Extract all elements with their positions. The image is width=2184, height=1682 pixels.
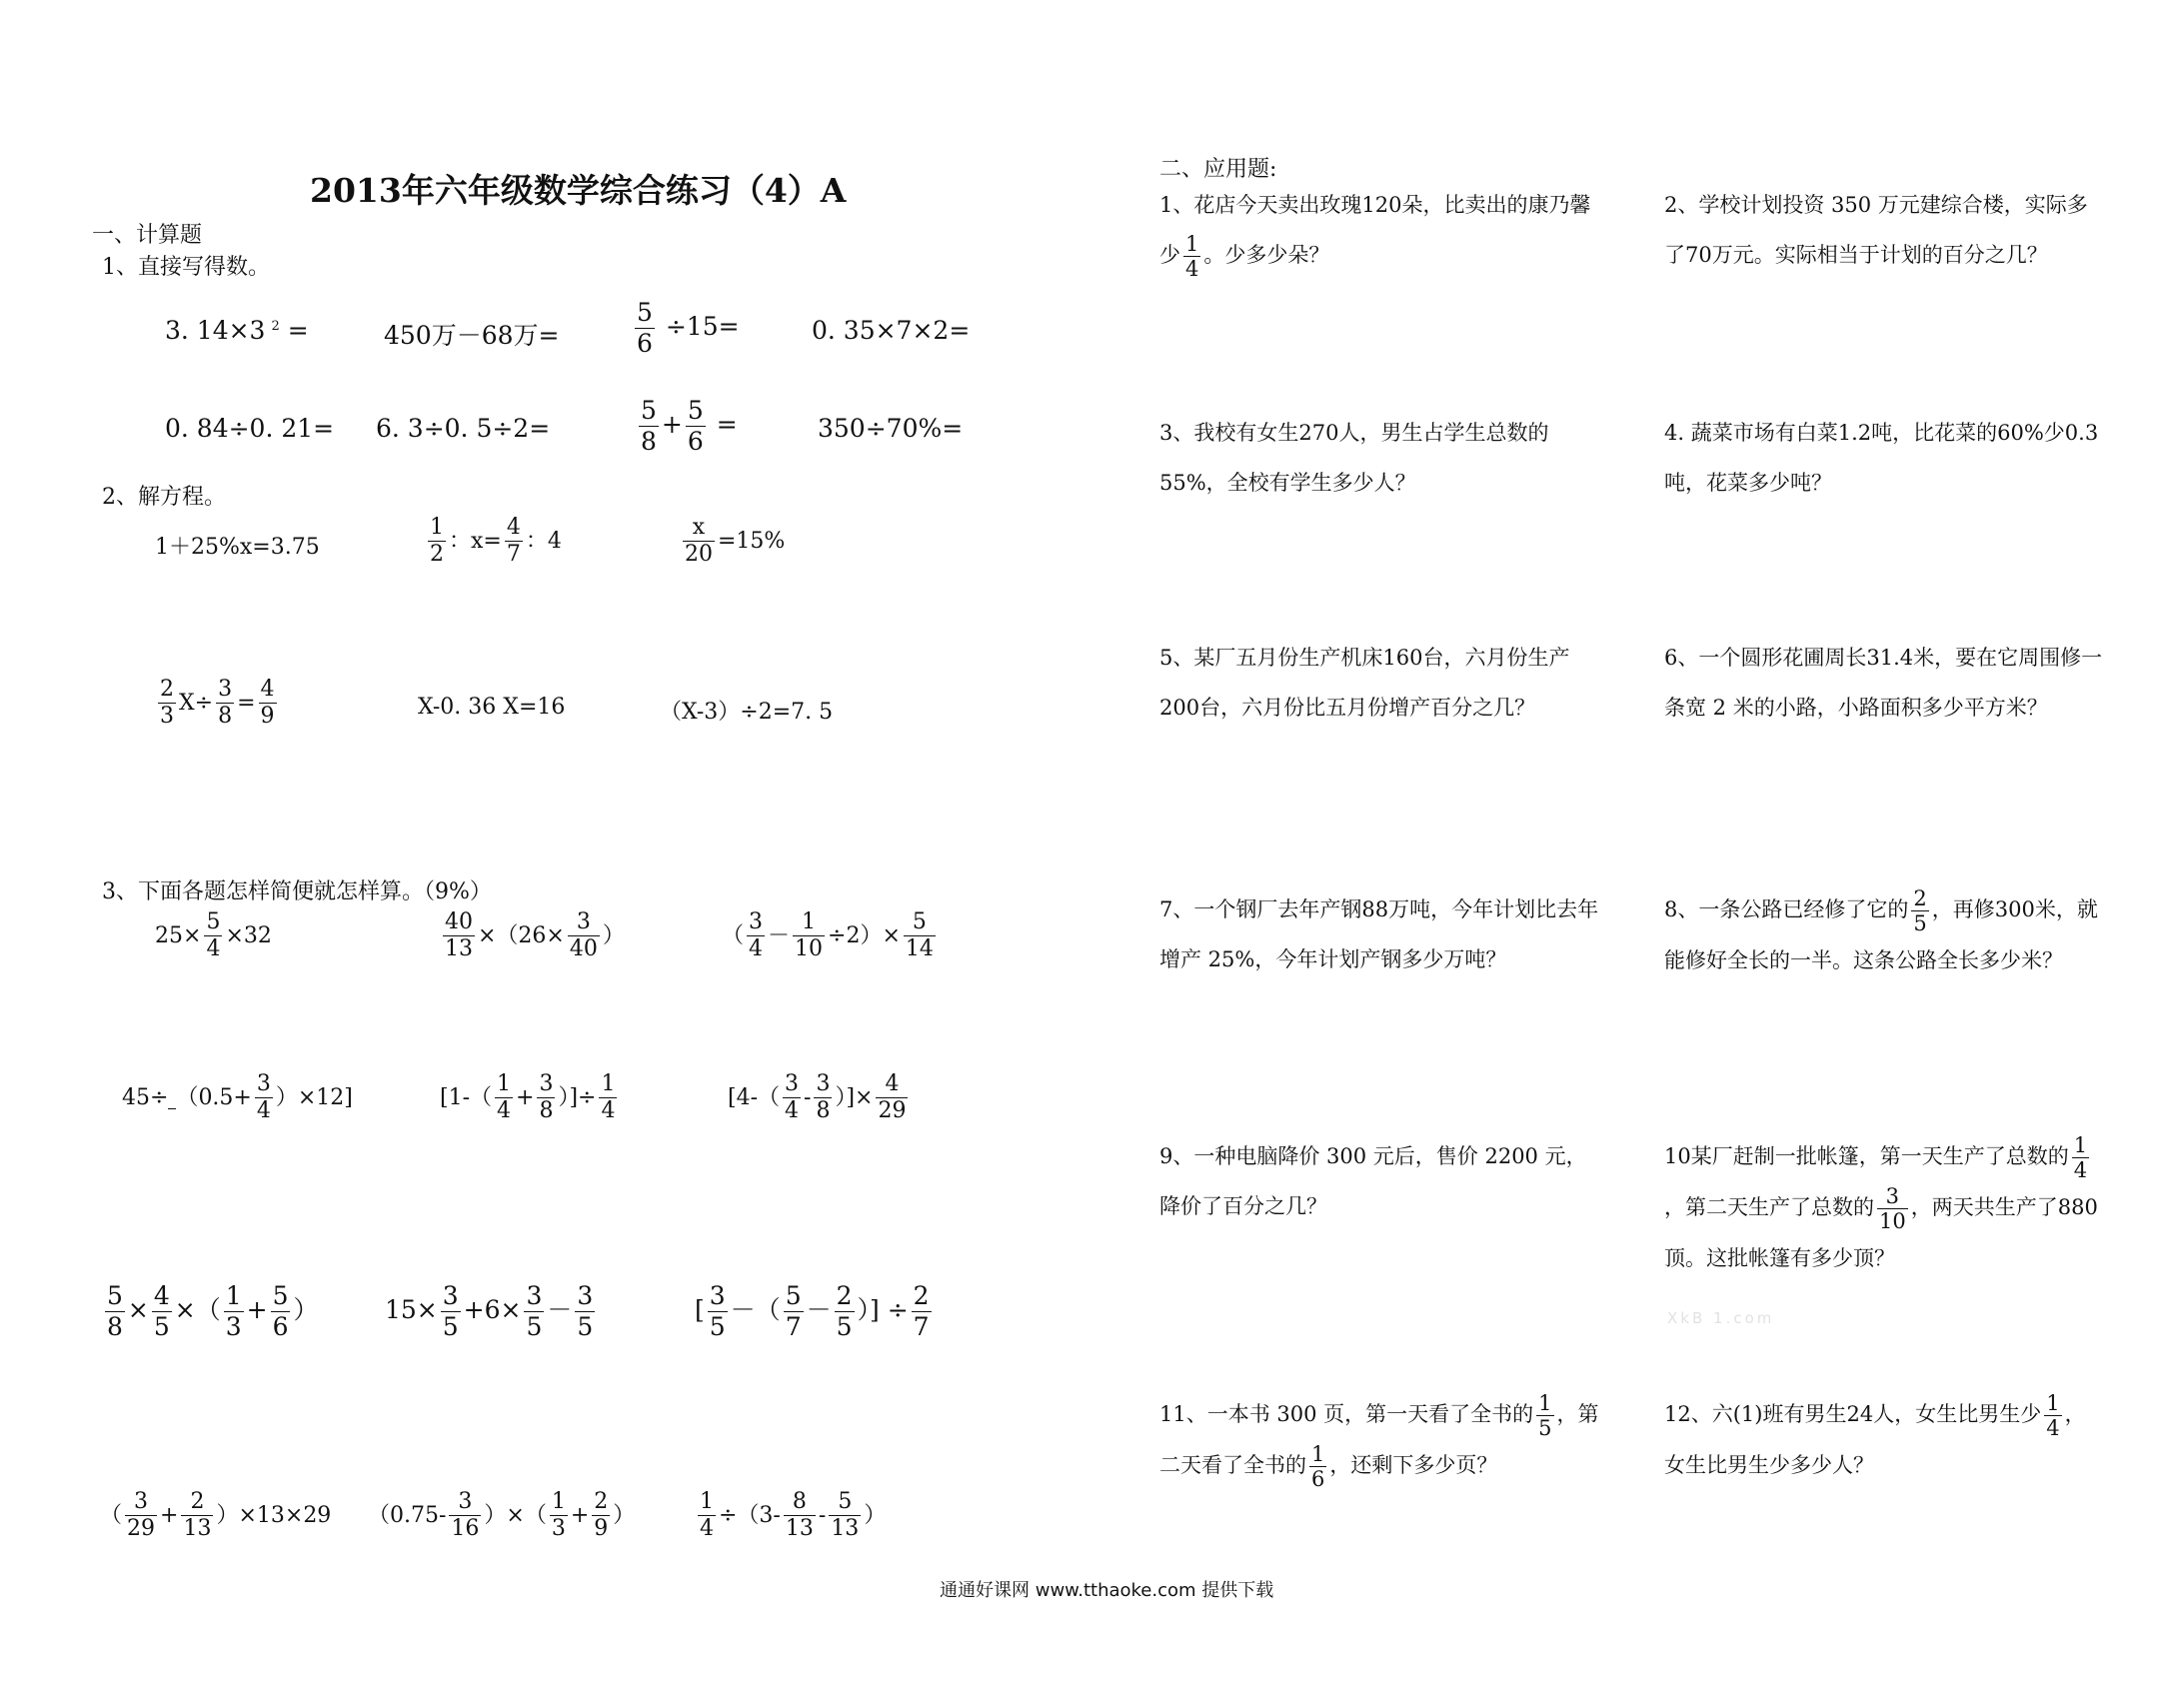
problem-3: 3、我校有女生270人，男生占学生总数的55%，全校有学生多少人？ bbox=[1159, 421, 1549, 495]
equation-3: $\frac{x}{20}$ =15% bbox=[685, 515, 786, 568]
q1-item-5: 0. 84÷0. 21= bbox=[165, 414, 335, 443]
page-title: 2013年六年级数学综合练习（4）A bbox=[310, 171, 847, 210]
section-heading-word-problems: 二、应用题: bbox=[1159, 157, 1277, 182]
section-heading-calculation: 一、计算题 bbox=[92, 223, 203, 248]
problem-12: 12、六(1)班有男生24人，女生比男生少 $\frac{1}{4}$ ，女生比男生少多少人？ bbox=[1664, 1390, 2086, 1478]
q1-item-2: 450万－68万= bbox=[384, 321, 560, 350]
equation-2: $\frac{1}{2}$ ：x= $\frac{4}{7}$ ：4 bbox=[430, 515, 562, 568]
simplify-d1: （ $\frac{3}{29}$ + $\frac{2}{13}$ ）×13×29 bbox=[100, 1489, 332, 1542]
q1-item-6: 6. 3÷0. 5÷2= bbox=[376, 414, 551, 443]
equation-6: （X-3）÷2=7. 5 bbox=[660, 700, 834, 725]
q1-item-4: 0. 35×7×2= bbox=[812, 316, 971, 345]
simplify-a2: $\frac{40}{13}$ ×（26× $\frac{3}{40}$ ） bbox=[445, 909, 625, 962]
simplify-a3: （ $\frac{3}{4}$ － $\frac{1}{10}$ ÷2）× $\frac{5}{14}$ bbox=[722, 909, 934, 962]
q3-label: 3、下面各题怎样简便就怎样算。（9%） bbox=[102, 879, 492, 904]
simplify-c3: [ $\frac{3}{5}$ －（ $\frac{5}{7}$ － $\frac{2}{5}$ ）] ÷ $\frac{2}{7}$ bbox=[695, 1281, 930, 1341]
equation-1: 1＋25%x=3.75 bbox=[155, 535, 320, 560]
problem-9: 9、一种电脑降价 300 元后，售价 2200 元，降价了百分之几？ bbox=[1159, 1144, 1587, 1218]
q1-item-8: 350÷70%= bbox=[818, 414, 964, 443]
problem-1: 1、花店今天卖出玫瑰120朵，比卖出的康乃馨少 $\frac{1}{4}$ 。少多少朵？ bbox=[1159, 193, 1591, 281]
problem-11: 11、一本书 300 页，第一天看了全书的 $\frac{1}{5}$ ，第二天看了全书的 $\frac{1}{6}$ ，还剩下多少页？ bbox=[1159, 1390, 1599, 1492]
simplify-a1: 25× $\frac{5}{4}$ ×32 bbox=[155, 909, 272, 962]
problem-6: 6、一个圆形花圃周长31.4米，要在它周围修一条宽 2 米的小路，小路面积多少平方米？ bbox=[1664, 646, 2103, 720]
watermark: XkB 1.com bbox=[1667, 1309, 1775, 1327]
equation-5: X-0. 36 X=16 bbox=[418, 695, 566, 720]
simplify-c1: $\frac{5}{8}$ × $\frac{4}{5}$ ×（ $\frac{1}{3}$ + $\frac{5}{6}$ ） bbox=[107, 1281, 319, 1341]
simplify-b3: [4-（ $\frac{3}{4}$ - $\frac{3}{8}$ ）]× $\frac{4}{29}$ bbox=[728, 1071, 907, 1124]
footer-credit: 通通好课网 www.tthaoke.com 提供下载 bbox=[940, 1580, 1274, 1601]
problem-2: 2、学校计划投资 350 万元建综合楼，实际多了70万元。实际相当于计划的百分之几？ bbox=[1664, 193, 2088, 267]
q1-item-7: $\frac{5}{8}$ + $\frac{5}{6}$ = bbox=[641, 396, 738, 456]
simplify-d3: $\frac{1}{4}$ ÷（3- $\frac{8}{13}$ - $\frac{5}{13}$ ） bbox=[700, 1489, 887, 1542]
equation-4: $\frac{2}{3}$ X÷ $\frac{3}{8}$ = $\frac{4}{9}$ bbox=[160, 677, 275, 730]
simplify-c2: 15× $\frac{3}{5}$ +6× $\frac{3}{5}$ － $\frac{3}{5}$ bbox=[385, 1281, 594, 1341]
q2-label: 2、解方程。 bbox=[102, 485, 226, 510]
problem-8: 8、一条公路已经修了它的 $\frac{2}{5}$ ，再修300米，就能修好全长的一半。这条公路全长多少米？ bbox=[1664, 885, 2098, 973]
simplify-d2: （0.75- $\frac{3}{16}$ ）×（ $\frac{1}{3}$ + $\frac{2}{9}$ ） bbox=[368, 1489, 636, 1542]
problem-5: 5、某厂五月份生产机床160台，六月份生产200台，六月份比五月份增产百分之几？ bbox=[1159, 646, 1570, 720]
simplify-b2: [1-（ $\frac{1}{4}$ + $\frac{3}{8}$ ）]÷ $\frac{1}{4}$ bbox=[440, 1071, 616, 1124]
simplify-b1: 45÷ （0.5+ $\frac{3}{4}$ ）×12] bbox=[122, 1071, 353, 1124]
problem-10: 10某厂赶制一批帐篷，第一天生产了总数的 $\frac{1}{4}$ ，第二天生产了总数的 $\frac{3}{10}$ ，两天共生产了880顶。这批帐篷有多少顶？ bbox=[1664, 1132, 2098, 1271]
q1-item-3: $\frac{5}{6}$ ÷15= bbox=[637, 298, 740, 358]
problem-4: 4. 蔬菜市场有白菜1.2吨，比花菜的60%少0.3吨，花菜多少吨？ bbox=[1664, 421, 2099, 495]
q1-label: 1、直接写得数。 bbox=[102, 255, 270, 280]
q1-item-1: 3. 14×3 $^2$ = bbox=[165, 316, 309, 345]
problem-7: 7、一个钢厂去年产钢88万吨，今年计划比去年增产 25%，今年计划产钢多少万吨？ bbox=[1159, 897, 1599, 971]
